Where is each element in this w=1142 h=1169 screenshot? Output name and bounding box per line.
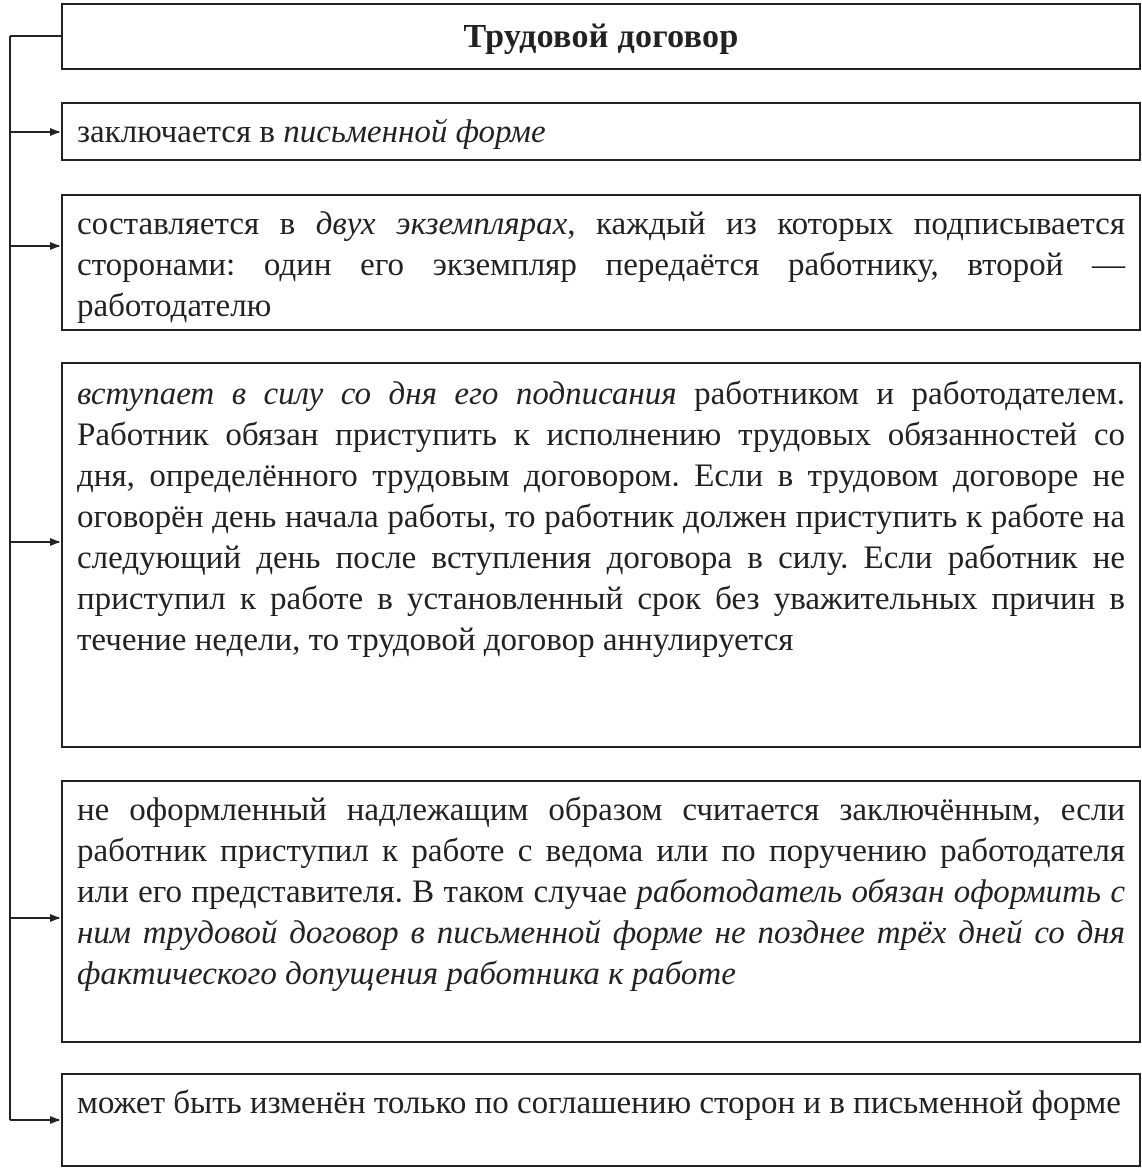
item-4-italic-text: работодатель обязан оформить с ним трудовой договор в письменной форме не позднее трёх дней со дня фактического допущения работника к работе bbox=[77, 874, 1125, 992]
item-box-written-form bbox=[61, 102, 1141, 161]
item-4-text: не оформленный надлежащим образом считается заключённым, если работник приступил к работе с ведома или по поручению работодателя или его представителя. В таком случае bbox=[77, 792, 1125, 910]
item-box-two-copies bbox=[61, 194, 1141, 331]
item-box-takes-effect bbox=[61, 362, 1141, 748]
title-box bbox=[61, 3, 1141, 70]
item-2-text-cont: , каждый из которых подписывается сторонами: один его экземпляр передаётся работнику, второй — работодателю bbox=[77, 206, 1125, 324]
item-2-italic-text: двух экземплярах bbox=[315, 206, 568, 242]
item-box-amendment bbox=[61, 1073, 1141, 1167]
diagram-title: Трудовой договор bbox=[463, 17, 739, 55]
item-1-italic-text: письменной форме bbox=[283, 114, 546, 150]
item-5-text: может быть изменён только по соглашению сторон и в письменной форме bbox=[77, 1085, 1121, 1121]
item-2-text: составляется в bbox=[77, 206, 316, 242]
item-3-text: работником и работодателем. Работник обязан приступить к исполнению трудовых обязанностей со дня, определённого трудовым договором. Если в трудовом договоре не оговорён день начала работы, то работник должен приступить к работе на следующий день после вступления договора в силу. Если работник не приступил к работе в установленный срок без уважительных причин в течение недели, то трудовой договор аннулируется bbox=[77, 376, 1125, 658]
item-3-italic-text: вступает в силу со дня его подписания bbox=[77, 376, 677, 412]
item-box-not-formalized bbox=[61, 780, 1141, 1043]
item-1-text: заключается в bbox=[77, 114, 284, 150]
